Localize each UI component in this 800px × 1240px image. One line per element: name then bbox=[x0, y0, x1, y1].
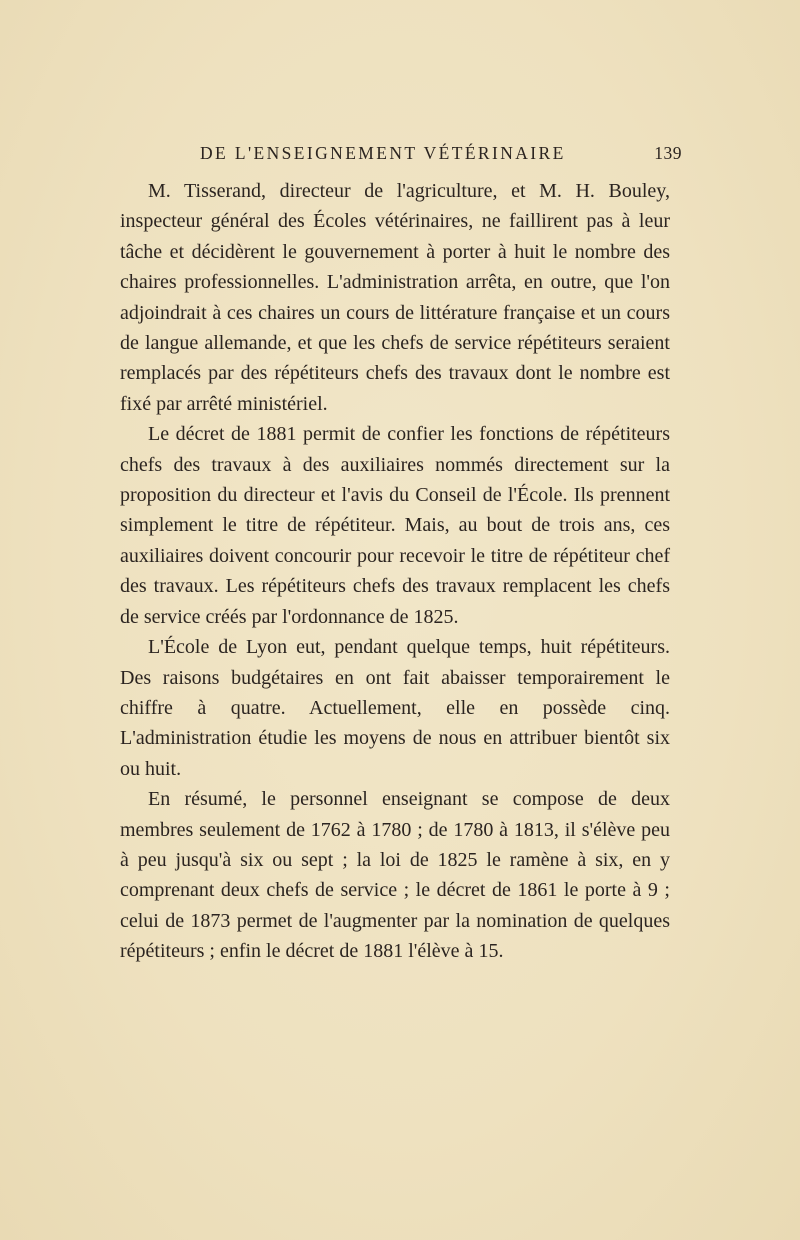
paragraph: En résumé, le personnel enseignant se compose de deux membres seulement de 1762 à 1780 ; de 1780 à 1813, il s'élève peu à peu jusqu'à six ou sept ; la loi de 1825 le ramène à six, en y comprenant deux chefs de service ; le décret de 1861 le porte à 9 ; celui de 1873 permet de l'augmenter par la nomination de quelques répétiteurs ; enfin le décret de 1881 l'élève à 15. bbox=[120, 788, 670, 963]
running-head: DE L'ENSEIGNEMENT VÉTÉRINAIRE bbox=[200, 143, 566, 163]
paragraph: M. Tisserand, directeur de l'agriculture, et M. H. Bouley, inspecteur général des Écoles vétérinaires, ne faillirent pas à leur tâche et décidèrent le gouvernement à porter à huit le nombre des chaires professionnelles. L'administration arrêta, en outre, que l'on adjoindrait à ces chaires un cours de littérature française et un cours de langue allemande, et que les chefs de service répétiteurs seraient remplacés par des répétiteurs chefs des travaux dont le nombre est fixé par arrêté ministériel. bbox=[120, 180, 670, 415]
page-number: 139 bbox=[654, 143, 682, 163]
body-text bbox=[120, 176, 670, 967]
page-header bbox=[120, 143, 682, 171]
paragraph: Le décret de 1881 permit de confier les fonctions de répétiteurs chefs des travaux à des auxiliaires nommés directement sur la proposition du directeur et l'avis du Conseil de l'École. Ils prennent simplement le titre de répétiteur. Mais, au bout de trois ans, ces auxiliaires doivent concourir pour recevoir le titre de répétiteur chef des travaux. Les répétiteurs chefs des travaux remplacent les chefs de service créés par l'ordonnance de 1825. bbox=[120, 423, 670, 628]
paragraph: L'École de Lyon eut, pendant quelque temps, huit répétiteurs. Des raisons budgétaires en ont fait abaisser temporairement le chiffre à quatre. Actuellement, elle en possède cinq. L'administration étudie les moyens de nous en attribuer bientôt six ou huit. bbox=[120, 636, 670, 780]
